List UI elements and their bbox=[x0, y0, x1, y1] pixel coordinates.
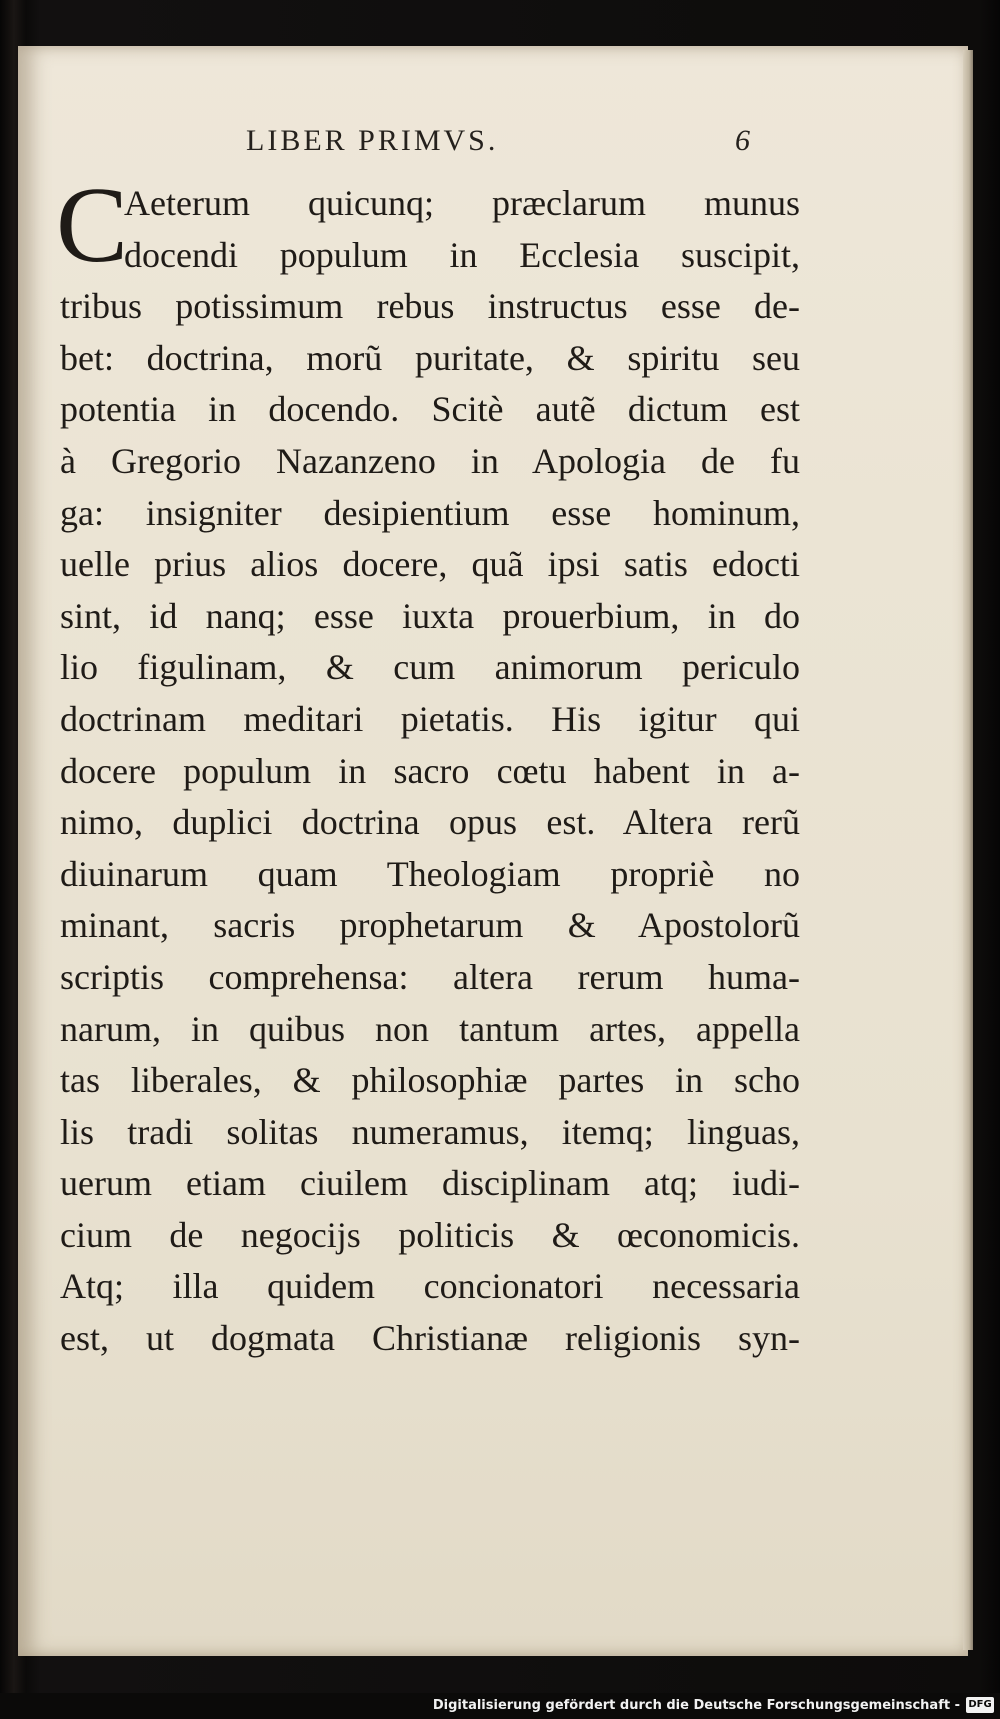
text-line: diuinarum quam Theologiam propriè no bbox=[60, 853, 800, 894]
text-line: lio figulinam, & cum animorum periculo bbox=[60, 647, 800, 688]
text-line: docere populum in sacro cœtu habent in a- bbox=[60, 750, 800, 791]
text-line: cium de negocijs politicis & œconomicis. bbox=[60, 1214, 800, 1255]
text-line: potentia in docendo. Scitè autẽ dictum est bbox=[60, 389, 800, 430]
body-text bbox=[60, 178, 800, 1365]
text-line: nimo, duplici doctrina opus est. Altera rerũ bbox=[60, 802, 800, 843]
text-line: ga: insigniter desipientium esse hominum, bbox=[60, 492, 800, 533]
funding-note: Digitalisierung gefördert durch die Deutsche Forschungsgemeinschaft - bbox=[432, 1698, 960, 1713]
text-line: Atq; illa quidem concionatori necessaria bbox=[60, 1266, 800, 1307]
digitization-footer bbox=[0, 1693, 1000, 1719]
page-number: 6 bbox=[735, 124, 750, 157]
running-head-title: LIBER PRIMVS. bbox=[246, 124, 499, 157]
text-line: Aeterum quicunq; præclarum munus bbox=[124, 183, 800, 223]
text-line: narum, in quibus non tantum artes, appella bbox=[60, 1008, 800, 1049]
text-line: minant, sacris prophetarum & Apostolorũ bbox=[60, 905, 800, 946]
text-line: scriptis comprehensa: altera rerum huma- bbox=[60, 956, 800, 997]
text-line: uelle prius alios docere, quã ipsi satis edocti bbox=[60, 544, 800, 585]
text-line: bet: doctrina, morũ puritate, & spiritu seu bbox=[60, 337, 800, 378]
text-line: tribus potissimum rebus instructus esse de- bbox=[60, 286, 800, 327]
drop-cap-initial: C bbox=[56, 166, 129, 285]
dfg-logo: DFG bbox=[966, 1697, 994, 1713]
text-line: docendi populum in Ecclesia suscipit, bbox=[124, 234, 800, 275]
text-line: tas liberales, & philosophiæ partes in scho bbox=[60, 1060, 800, 1101]
text-line: uerum etiam ciuilem disciplinam atq; iudi- bbox=[60, 1163, 800, 1204]
page-edge bbox=[963, 50, 973, 1650]
text-line: sint, id nanq; esse iuxta prouerbium, in do bbox=[60, 595, 800, 636]
text-line: à Gregorio Nazanzeno in Apologia de fu bbox=[60, 440, 800, 481]
running-head bbox=[60, 124, 750, 164]
text-line: est, ut dogmata Christianæ religionis syn- bbox=[60, 1318, 800, 1359]
text-line: lis tradi solitas numeramus, itemq; linguas, bbox=[60, 1111, 800, 1152]
text-line: doctrinam meditari pietatis. His igitur qui bbox=[60, 698, 800, 739]
